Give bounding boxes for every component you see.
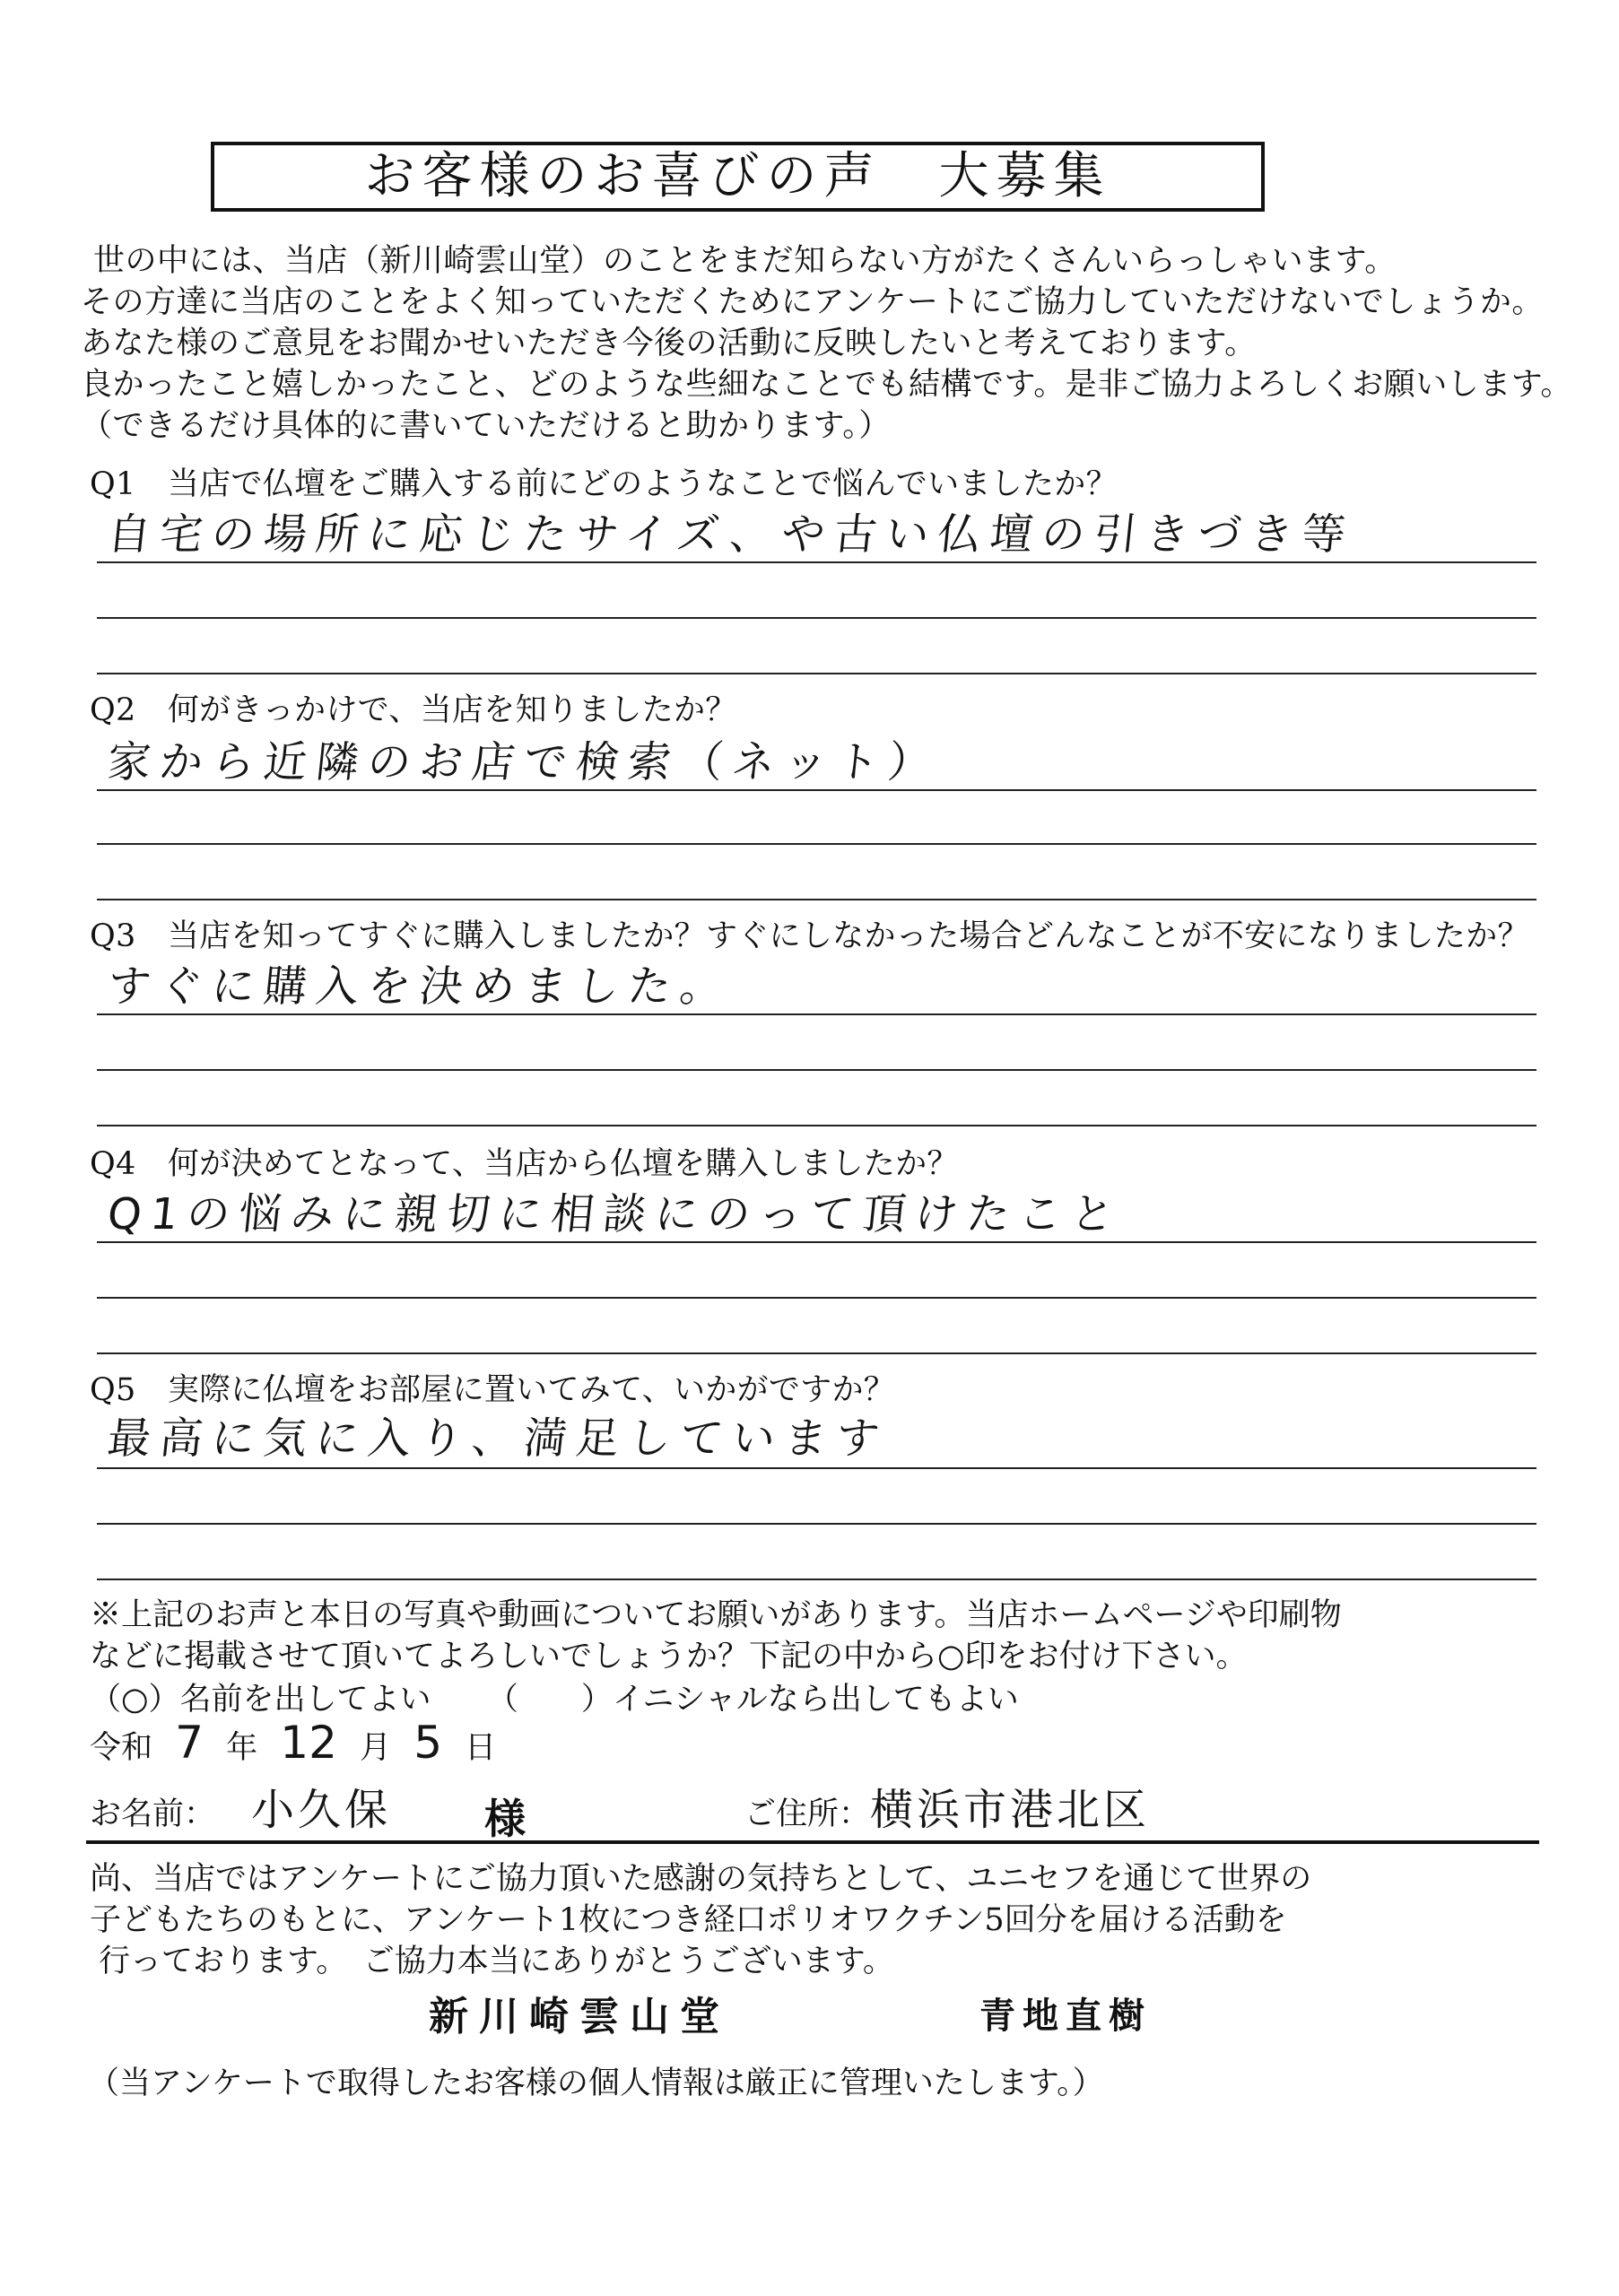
privacy-note: （当アンケートで取得したお客様の個人情報は厳正に管理いたします。） (88, 2066, 1104, 2101)
title-box (211, 142, 1265, 212)
answer-line (97, 1241, 1536, 1243)
date-month-unit: 月 (360, 1730, 392, 1766)
consent-options (90, 1679, 1019, 1720)
closing-line: 行っております。 ご協力本当にありがとうございます。 (99, 1944, 894, 1979)
honorific: 様 (484, 1795, 526, 1843)
address-label: ご住所： (744, 1796, 871, 1832)
customer-address[interactable]: 横浜市港北区 (870, 1785, 1151, 1835)
answer-3: すぐに購入を決めました。 (105, 961, 735, 1012)
answer-line (97, 789, 1536, 791)
intro-line: あなた様のご意見をお聞かせいただき今後の活動に反映したいと考えております。 (81, 326, 1257, 361)
notice-line: などに掲載させて頂いてよろしいでしょうか？下記の中から○印をお付け下さい。 (90, 1639, 1248, 1674)
answer-line (97, 1578, 1536, 1580)
answer-line (97, 561, 1536, 563)
question-5-label: Q5 実際に仏壇をお部屋に置いてみて、いかがですか？ (90, 1372, 896, 1408)
intro-line: （できるだけ具体的に書いていただけると助かります。） (81, 408, 891, 444)
answer-line (97, 1125, 1536, 1126)
answer-line (97, 1013, 1536, 1015)
answer-line (97, 1297, 1536, 1299)
customer-row (90, 1785, 1543, 1843)
question-2-label: Q2 何がきっかけで、当店を知りましたか？ (90, 692, 737, 728)
intro-line: その方達に当店のことをよく知っていただくためにアンケートにご協力していただけないでしょうか。 (81, 284, 1544, 320)
owner-name: 青地直樹 (979, 1995, 1152, 2037)
date-year-unit: 年 (226, 1730, 258, 1766)
answer-line (97, 673, 1536, 674)
closing-line: 尚、当店ではアンケートにご協力頂いた感謝の気持ちとして、ユニセフを通じて世界の (90, 1861, 1312, 1897)
answer-2: 家から近隣のお店で検索（ネット） (105, 737, 943, 787)
shop-name: 新川崎雲山堂 (429, 1994, 730, 2039)
answer-line (97, 617, 1536, 619)
date-month[interactable]: 12 (280, 1717, 337, 1769)
date-day[interactable]: 5 (413, 1717, 442, 1769)
answer-line (97, 899, 1536, 900)
intro-line: 世の中には、当店（新川崎雲山堂）のことをまだ知らない方がたくさんいらっしゃいます。 (93, 243, 1397, 279)
name-label: お名前： (90, 1796, 216, 1832)
date-row (90, 1718, 496, 1773)
answer-4: Q1の悩みに親切に相談にのって頂けたこと (105, 1189, 1126, 1239)
publication-notice (90, 1595, 1342, 1677)
date-year[interactable]: 7 (175, 1717, 204, 1769)
signature-line (86, 1840, 1539, 1844)
page-title: お客様のお喜びの声 大募集 (364, 147, 1111, 205)
answer-line (97, 1352, 1536, 1354)
consent-option-name[interactable]: （○）名前を出してよい (90, 1682, 431, 1718)
answer-5: 最高に気に入り、満足しています (105, 1413, 891, 1464)
notice-line: ※上記のお声と本日の写真や動画についてお願いがあります。当店ホームページや印刷物 (90, 1597, 1342, 1633)
answer-1: 自宅の場所に応じたサイズ、や古い仏壇の引きづき等 (105, 509, 1357, 560)
date-day-unit: 日 (465, 1730, 497, 1766)
closing-text (90, 1858, 1311, 1982)
answer-line (97, 1523, 1536, 1525)
date-era: 令和 (90, 1730, 153, 1766)
intro-line: 良かったこと嬉しかったこと、どのような些細なことでも結構です。是非ご協力よろしくお願いします。 (81, 367, 1572, 403)
question-1-label: Q1 当店で仏壇をご購入する前にどのようなことで悩んでいましたか？ (90, 466, 1118, 502)
intro-text (81, 240, 1570, 447)
consent-option-initial[interactable]: （ ）イニシャルなら出してもよい (486, 1682, 1019, 1718)
answer-line (97, 843, 1536, 845)
closing-line: 子どもたちのもとに、アンケート1枚につき経口ポリオワクチン5回分を届ける活動を (90, 1902, 1287, 1938)
question-4-label: Q4 何が決めてとなって、当店から仏壇を購入しましたか？ (90, 1146, 959, 1182)
answer-line (97, 1069, 1536, 1071)
question-3-label: Q3 当店を知ってすぐに購入しましたか？すぐにしなかった場合どんなことが不安になりましたか？ (90, 918, 1529, 954)
customer-name[interactable]: 小久保 (251, 1785, 392, 1835)
answer-line (97, 1467, 1536, 1469)
